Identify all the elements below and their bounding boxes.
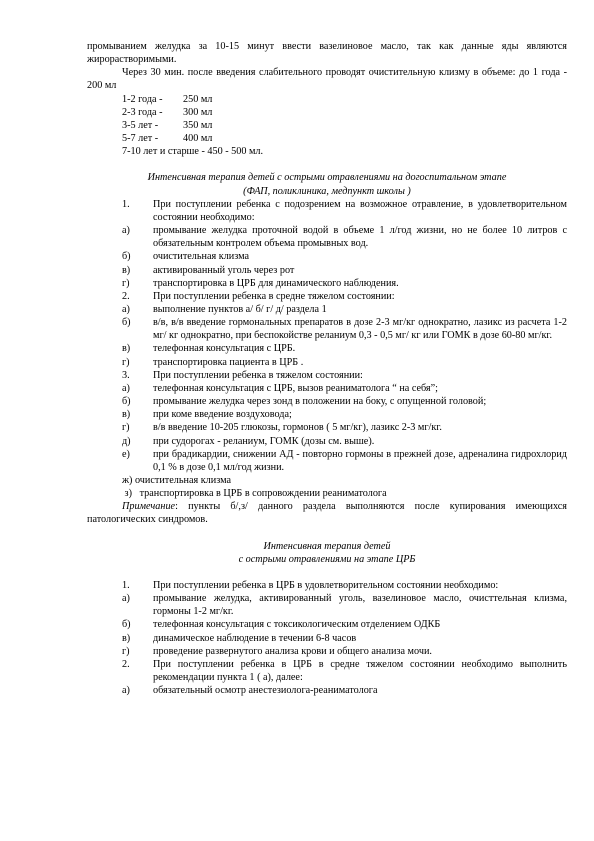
- list-text: обязательный осмотр анестезиолога-реаниматолога: [153, 685, 378, 697]
- list-text: при брадикардии, снижении АД - повторно гормоны в прежней дозе, адреналина гидрохлорид 0,1 % в дозе 0,1 мл/год жизни.: [153, 448, 567, 473]
- list-text: телефонная консультация с ЦРБ, вызов реаниматолога “ на себя”;: [153, 382, 438, 394]
- list-item: [87, 303, 567, 316]
- list-marker: г): [122, 422, 130, 434]
- list-text: очистительная клизма: [153, 251, 250, 263]
- list-item: [87, 632, 567, 645]
- list-text: При поступлении ребенка с подозрением на возможное отравление, в удовлетворительном состоянии необходимо:: [153, 198, 567, 223]
- list-marker: г): [122, 277, 130, 289]
- dose-row: 3-5 лет - 350 мл: [122, 119, 213, 131]
- list-text: промывание желудка через зонд в положении на боку, с опущенной головой;: [153, 396, 487, 408]
- note: Примечание: пункты б/,з/ данного раздела выполняются после купирования имеющихся патологических синдромов.: [87, 501, 567, 526]
- list-item: [87, 645, 567, 658]
- list-item: ж) очистительная клизма: [122, 475, 231, 486]
- list-item: [87, 264, 567, 277]
- list-marker: а): [122, 382, 130, 394]
- list-text: динамическое наблюдение в течении 6-8 часов: [153, 632, 357, 644]
- list-text: при коме введение воздуховода;: [153, 409, 292, 421]
- list-marker: б): [122, 396, 131, 408]
- list-text: в/в, в/в введение гормональных препаратов в дозе 2-3 мг/кг однократно, лазикс из расчета 1-2 мг/ кг однократно, при беспокойстве реланиум 0,3 - 0,5 мг/ кг или ГОМК в дозе 60-80 мг/кг.: [153, 317, 567, 342]
- list-marker: а): [122, 303, 130, 315]
- list-marker: 2.: [122, 290, 130, 302]
- list-text: При поступлении ребенка в средне тяжелом состоянии:: [153, 290, 395, 302]
- list-marker: в): [122, 409, 131, 421]
- list-marker: 3.: [122, 369, 130, 381]
- document-body: [87, 40, 567, 697]
- list-marker: б): [122, 317, 131, 329]
- section-subtitle: (ФАП, поликлиника, медпункт школы ): [243, 185, 411, 197]
- list-item: [87, 382, 567, 395]
- dose-row: 1-2 года - 250 мл: [122, 93, 213, 105]
- list-marker: а): [122, 225, 130, 237]
- list-item: [87, 408, 567, 421]
- list-item: [87, 421, 567, 434]
- list-item: [87, 448, 567, 474]
- list-item: [87, 618, 567, 631]
- list-item: [87, 342, 567, 355]
- list-marker: в): [122, 343, 131, 355]
- dose-row: 2-3 года - 300 мл: [122, 106, 213, 118]
- list-item: [87, 579, 567, 592]
- list-marker: в): [122, 632, 131, 644]
- section-title: Интенсивная терапия детей с острыми отравлениями на догоспитальном этапе: [147, 172, 507, 184]
- list-item: [87, 369, 567, 382]
- list-marker: б): [122, 251, 131, 263]
- list-item: [87, 684, 567, 697]
- list-marker: 2.: [122, 658, 130, 670]
- list-text: при судорогах - реланиум, ГОМК (дозы см. выше).: [153, 435, 375, 447]
- list-text: активированный уголь через рот: [153, 264, 295, 276]
- list-text: телефонная консультация с ЦРБ.: [153, 343, 296, 355]
- section-subtitle: с острыми отравлениями на этапе ЦРБ: [238, 553, 416, 565]
- list-text: транспортировка пациента в ЦРБ .: [153, 356, 304, 368]
- list-text: промывание желудка проточной водой в объеме 1 л/год жизни, но не более 10 литров с обязательным контролем объема промывных вод.: [153, 225, 567, 250]
- list-text: При поступлении ребенка в тяжелом состоянии:: [153, 369, 363, 381]
- list-text: проведение развернутого анализа крови и общего анализа мочи.: [153, 645, 432, 657]
- paragraph: Через 30 мин. после введения слабительного проводят очистительную клизму в объеме: до 1 года - 200 мл: [87, 67, 567, 92]
- list-item: [87, 356, 567, 369]
- list-text: телефонная консультация с токсикологическим отделением ОДКБ: [153, 619, 441, 631]
- list-marker: а): [122, 593, 130, 605]
- list-item: [87, 316, 567, 342]
- section-title: Интенсивная терапия детей: [263, 540, 391, 552]
- list-text: транспортировка в ЦРБ для динамического наблюдения.: [153, 277, 399, 289]
- list-text: в/в введение 10-205 глюкозы, гормонов ( 5 мг/кг), лазикс 2-3 мг/кг.: [153, 422, 442, 434]
- list-item: [87, 435, 567, 448]
- list-item: [87, 395, 567, 408]
- list-marker: а): [122, 685, 130, 697]
- list-text: промывание желудка, активированный уголь, вазелиновое масло, очисттельная клизма, гормоны 1-2 мг/кг.: [153, 593, 567, 618]
- list-text: При поступлении ребенка в ЦРБ в удовлетворительном состоянии необходимо:: [153, 579, 499, 591]
- list-marker: 1.: [122, 579, 130, 591]
- list-item: [87, 250, 567, 263]
- dose-row: 5-7 лет - 400 мл: [122, 133, 213, 145]
- list-marker: 1.: [122, 198, 130, 210]
- list-item: [87, 224, 567, 250]
- list-item: [87, 290, 567, 303]
- list-marker: е): [122, 448, 130, 460]
- list-item: [87, 658, 567, 684]
- dose-row: 7-10 лет и старше - 450 - 500 мл.: [122, 146, 264, 158]
- list-marker: г): [122, 645, 130, 657]
- list-text: выполнение пунктов а/ б/ г/ д/ раздела 1: [153, 303, 327, 315]
- list-marker: д): [122, 435, 131, 447]
- list-item: з) транспортировка в ЦРБ в сопровождении реаниматолога: [122, 488, 387, 500]
- list-marker: г): [122, 356, 130, 368]
- list-marker: б): [122, 619, 131, 631]
- list-item: [87, 198, 567, 224]
- list-item: [87, 277, 567, 290]
- list-text: При поступлении ребенка в ЦРБ в средне тяжелом состоянии необходимо выполнить рекомендации пункта 1 ( а), далее:: [153, 658, 567, 684]
- list-marker: в): [122, 264, 131, 276]
- paragraph: промыванием желудка за 10-15 минут ввести вазелиновое масло, так как данные яды являются жирорастворимыми.: [87, 41, 567, 66]
- list-item: [87, 592, 567, 618]
